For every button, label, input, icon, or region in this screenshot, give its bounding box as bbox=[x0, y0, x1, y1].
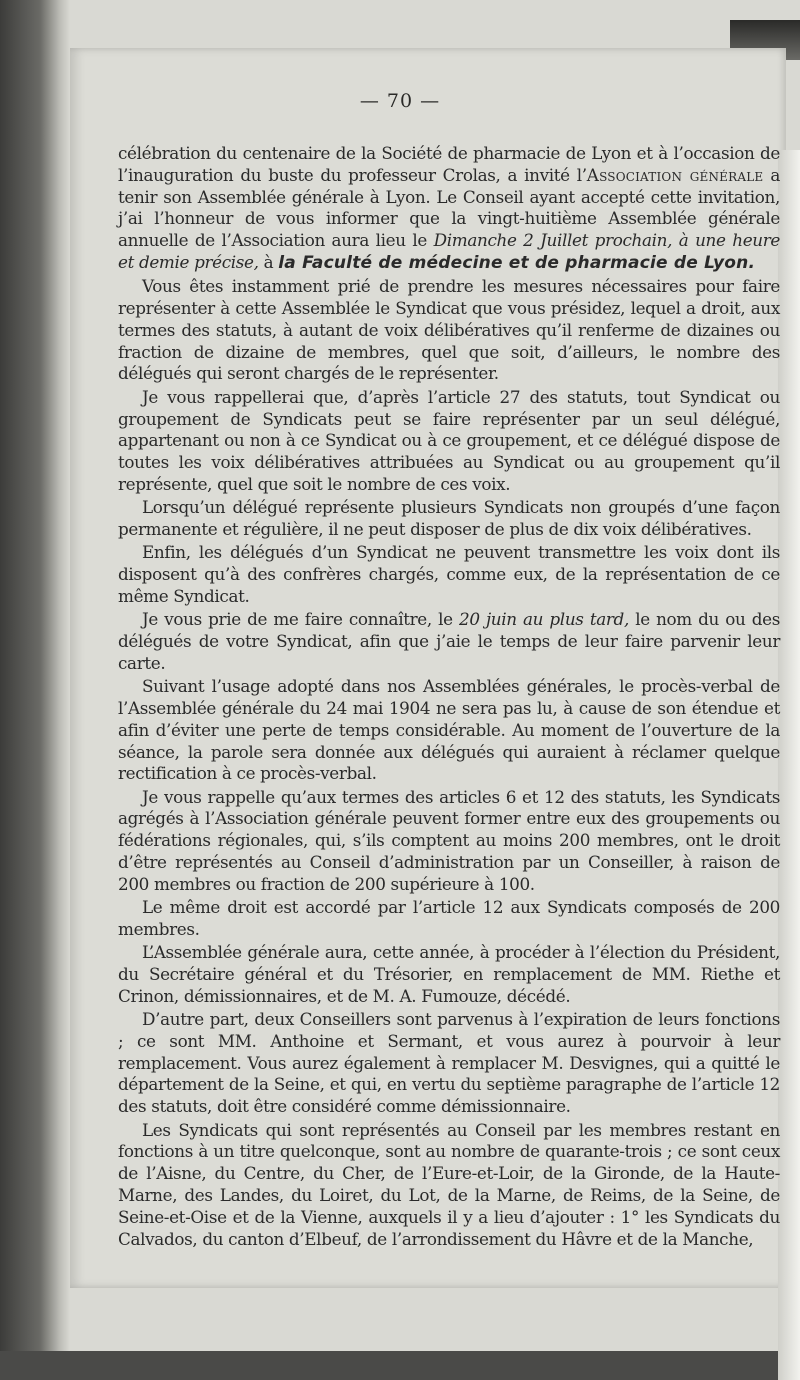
paragraph-7 bbox=[118, 676, 780, 785]
paragraph-11-segment: D’autre part, deux Conseillers sont parvenus à l’expiration de leurs fonctions ; ce sont MM. Anthoine et Sermant, et vous aurez à pourvoir à leur remplacement. Vous aurez également à remplacer M. Desvignes, qui a quitté le département de la Seine, et qui, en vertu du septième paragraphe de l’article 12 des statuts, doit être considéré comme démissionnaire. bbox=[118, 1009, 780, 1117]
paragraph-7-segment: Suivant l’usage adopté dans nos Assemblées générales, le procès-verbal de l’Assemblée générale du 24 mai 1904 ne sera pas lu, à cause de son étendue et afin d’éviter une perte de temps considérable. Au moment de l’ouverture de la séance, la parole sera donnée aux délégués qui auraient à réclamer quelque rectification à ce procès-verbal. bbox=[118, 676, 780, 784]
paragraph-5 bbox=[118, 542, 780, 607]
paragraph-3-segment: Je vous rappellerai que, d’après l’article 27 des statuts, tout Syndicat ou groupement de Syndicats peut se faire représenter par un seul délégué, appartenant ou non à ce Syndicat ou à ce groupement, et ce délégué dispose de toutes les voix délibératives attribuées au Syndicat ou au groupement qu’il représente, quel que soit le nombre de ces voix. bbox=[118, 386, 780, 494]
paragraph-6-segment: 20 juin au plus tard, bbox=[459, 609, 629, 630]
paragraph-12 bbox=[118, 1120, 780, 1251]
paragraph-2 bbox=[118, 276, 780, 385]
paragraph-10-segment: L’Assemblée générale aura, cette année, à procéder à l’élection du Président, du Secrétaire général et du Trésorier, en remplacement de MM. Riethe et Crinon, démissionnaires, et de M. A. Fumouze, décédé. bbox=[118, 942, 780, 1006]
paragraph-1-segment: a tenir son Assemblée générale à Lyon. Le Conseil ayant accepté cette invitation, j’ai l’honneur de vous informer que la vingt-huitième Assemblée générale annuelle de l’Association aura lieu le bbox=[118, 164, 780, 251]
paragraph-6 bbox=[118, 609, 780, 674]
paragraph-6-segment: le nom du ou des délégués de votre Syndicat, afin que j’aie le temps de leur faire parvenir leur carte. bbox=[118, 609, 781, 673]
paragraph-5-segment: Enfin, les délégués d’un Syndicat ne peuvent transmettre les voix dont ils disposent qu’à des confrères chargés, comme eux, de la représentation de ce même Syndicat. bbox=[118, 542, 780, 606]
paragraph-6-segment: Je vous prie de me faire connaître, le bbox=[142, 609, 460, 630]
page-number: — 70 — bbox=[359, 90, 441, 112]
paragraph-1-segment: la Faculté de médecine et de pharmacie de Lyon. bbox=[278, 252, 756, 273]
paragraph-12-segment: Les Syndicats qui sont représentés au Conseil par les membres restant en fonctions à un titre quelconque, sont au nombre de quarante-trois ; ce sont ceux de l’Aisne, du Centre, du Cher, de l’Eure-et-Loir, de la Gironde, de la Haute-Marne, des Landes, du Loiret, du Lot, de la Marne, de Reims, de la Seine, de Seine-et-Oise et de la Vienne, auxquels il y a lieu d’ajouter : 1° les Syndicats du Calvados, du canton d’Elbeuf, de l’arrondissement du Hâvre et de la Manche, bbox=[118, 1119, 780, 1249]
paragraph-9-segment: Le même droit est accordé par l’article 12 aux Syndicats composés de 200 membres. bbox=[118, 897, 780, 939]
paragraph-3 bbox=[118, 387, 780, 496]
paragraph-8-segment: Je vous rappelle qu’aux termes des articles 6 et 12 des statuts, les Syndicats agrégés à l’Association générale peuvent former entre eux des groupements ou fédérations régionales, qui, s’ils comptent au moins 200 membres, ont le droit d’être représentés au Conseil d’administration par un Conseiller, à raison de 200 membres ou fraction de 200 supérieure à 100. bbox=[118, 786, 780, 894]
paragraph-2-segment: Vous êtes instamment prié de prendre les mesures nécessaires pour faire représenter à cette Assemblée le Syndicat que vous présidez, lequel a droit, aux termes des statuts, à autant de voix délibératives qu’il renferme de dizaines ou fraction de dizaine de membres, quel que soit, d’ailleurs, le nombre des délégués qui seront chargés de le représenter. bbox=[118, 276, 780, 384]
paragraph-8 bbox=[118, 787, 780, 896]
paragraph-1-segment: à bbox=[258, 251, 279, 272]
paragraph-1-segment: Dimanche 2 Juillet prochain, à une heure et demie précise, bbox=[118, 230, 780, 272]
body-text bbox=[118, 143, 780, 1252]
paragraph-1-segment: Association générale bbox=[586, 164, 764, 185]
paragraph-4-segment: Lorsqu’un délégué représente plusieurs Syndicats non groupés d’une façon permanente et régulière, il ne peut disposer de plus de dix voix délibératives. bbox=[118, 497, 780, 540]
paragraph-10 bbox=[118, 942, 780, 1007]
page-edge bbox=[778, 150, 800, 1380]
paragraph-9 bbox=[118, 897, 780, 941]
paragraph-1 bbox=[118, 143, 780, 275]
paragraph-1-segment: célébration du centenaire de la Société de pharmacie de Lyon et à l’occasion de l’inauguration du buste du professeur Crolas, a invité l’ bbox=[118, 143, 780, 185]
paragraph-11 bbox=[118, 1009, 780, 1118]
paragraph-4 bbox=[118, 497, 780, 541]
